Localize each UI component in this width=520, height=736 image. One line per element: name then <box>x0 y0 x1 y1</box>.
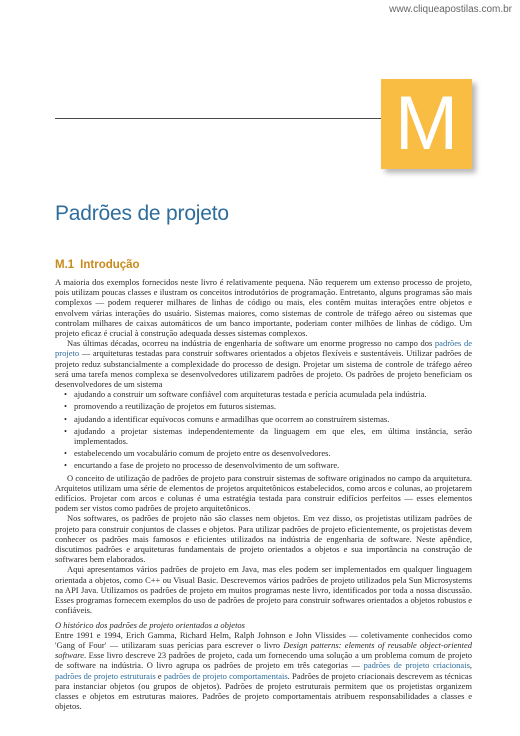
paragraph-software: Nos softwares, os padrões de projeto não são classes nem objetos. Em vez disso, os projetistas utilizam padrões de projeto para construir conjuntos de classes e objetos. Para utilizar padrões de projeto eficientemente, os projetistas devem conhecer os padrões mais famosos e eficientes utilizados na indústria de engenharia de software. Neste apêndice, discutimos padrões e arquiteturas fundamentais de projeto orientados a objetos e sua importância na construção de softwares bem elaborados. <box>55 513 472 565</box>
paragraph-history <box>55 630 472 712</box>
text-run: . Padrões de projeto criacionais descrevem as técnicas para instanciar objetos (ou grupos de objetos). Padrões de projeto estruturais permitem que os projetistas organizem classes e objetos em estruturas maiores. Padrões de projeto comportamentais atribuem responsabilidades a classes e objetos. <box>55 670 472 712</box>
book-title: Design patterns: elements of reusable object-oriented software <box>55 639 472 661</box>
list-item <box>64 401 472 412</box>
text-run: e <box>155 670 164 681</box>
text-run: — arquiteturas testadas para construir softwares orientados a objetos flexíveis e sustentáveis. Utilizar padrões de projeto reduz substancialmente a complexidade do processo de design. Projetar um sistema de controle de tráfego aéreo será uma tarefa menos complexa se desenvolvedores utilizarem padrões de projeto. Os padrões de projeto beneficiam os desenvolvedores de um sistema <box>55 348 472 390</box>
title-rule <box>55 118 381 119</box>
list-item <box>64 448 472 459</box>
paragraph-architecture: O conceito de utilização de padrões de projeto para construir sistemas de software originados no campo da arquitetura. Arquitetos utilizam uma série de elementos de projetos arquitetônicos estabelecidos, como arcos e colunas, ao projetarem edifícios. Projetar com arcos e colunas é uma estratégia testada para construir edifícios perfeitos — esses elementos podem ser vistos como padrões de projeto arquitetônicos. <box>55 472 472 514</box>
appendix-letter: M <box>394 81 459 166</box>
list-item-text: promovendo a reutilização de projetos em futuros sistemas. <box>74 401 277 412</box>
bullet-icon: • <box>64 413 67 424</box>
list-item-text: ajudando a construir um software confiável com arquiteturas testada e perícia acumulada pela indústria. <box>74 389 427 400</box>
text-run: Entre 1991 e 1994, Erich Gamma, Richard Helm, Ralph Johnson e John Vlissides — coletivamente conhecidos como 'Gang of Four' — utilizaram suas perícias para escrever o livro <box>55 629 472 650</box>
term-structural: padrões de projeto estruturais <box>55 670 156 681</box>
term-design-patterns: padrões de projeto <box>55 338 473 359</box>
bullet-icon: • <box>64 460 67 471</box>
text-run: , <box>469 660 472 671</box>
list-item-text: ajudando a identificar equívocos comuns e armadilhas que ocorrem ao construírem sistemas. <box>74 413 390 424</box>
benefits-list <box>55 389 472 470</box>
history-subheading: O histórico dos padrões de projeto orientados a objetos <box>55 619 245 630</box>
section-title: Introdução <box>80 259 140 271</box>
section-heading <box>55 259 140 271</box>
list-item <box>64 460 472 471</box>
list-item <box>64 389 472 400</box>
list-item-text: estabelecendo um vocabulário comum de projeto entre os desenvolvedores. <box>74 448 331 459</box>
list-item-text: ajudando a projetar sistemas independentemente da linguagem em que eles, em última instância, serão implementados. <box>74 425 472 447</box>
list-item <box>64 413 472 424</box>
list-item-text: encurtando a fase de projeto no processo de desenvolvimento de um software. <box>74 460 340 471</box>
body-text <box>55 277 472 711</box>
paragraph-java: Aqui apresentamos vários padrões de projeto em Java, mas eles podem ser implementados em qualquer linguagem orientada a objetos, como C++ ou Visual Basic. Descrevemos vários padrões de projeto utilizados pela Sun Microsystems na API Java. Utilizamos os padrões de projeto em muitos programas neste livro, identificados por toda a nossa discussão. Esses programas fornecem exemplos do uso de padrões de projeto para construir softwares orientados a objetos robustos e confiáveis. <box>55 564 472 616</box>
section-number: M.1 <box>55 259 75 271</box>
bullet-icon: • <box>64 401 67 412</box>
watermark[interactable]: www.cliqueapostilas.com.br <box>389 4 512 15</box>
term-behavioral: padrões de projeto comportamentais <box>163 670 288 681</box>
term-creational: padrões de projeto criacionais <box>363 660 470 671</box>
chapter-title: Padrões de projeto <box>55 202 229 225</box>
paragraph-design-patterns <box>55 338 472 389</box>
bullet-icon: • <box>64 389 67 400</box>
list-item <box>64 425 472 447</box>
paragraph-intro: A maioria dos exemplos fornecidos neste livro é relativamente pequena. Não requerem um extenso processo de projeto, pois utilizam poucas classes e ilustram os conceitos introdutórios de programação. Entretanto, alguns programas são mais complexos — podem requerer milhares de linhas de código ou mais, eles contêm muitas interações entre objetos e envolvem várias interações do usuário. Sistemas maiores, como sistemas de controle de tráfego aéreo ou sistemas que controlam milhares de caixas automáticos de um banco importante, poderiam conter milhões de linhas de código. Um projeto eficaz é crucial à construção adequada desses sistemas complexos. <box>55 277 472 339</box>
bullet-icon: • <box>64 425 67 436</box>
text-run: Nas últimas décadas, ocorreu na indústria de engenharia de software um enorme progresso no campo dos <box>67 338 435 349</box>
appendix-letter-box <box>381 79 472 169</box>
text-run: . Esse livro descreve 23 padrões de projeto, cada um fornecendo uma solução a um problema comum de projeto de software na indústria. O livro agrupa os padrões de projeto em três categorias — <box>55 650 472 671</box>
bullet-icon: • <box>64 448 67 459</box>
